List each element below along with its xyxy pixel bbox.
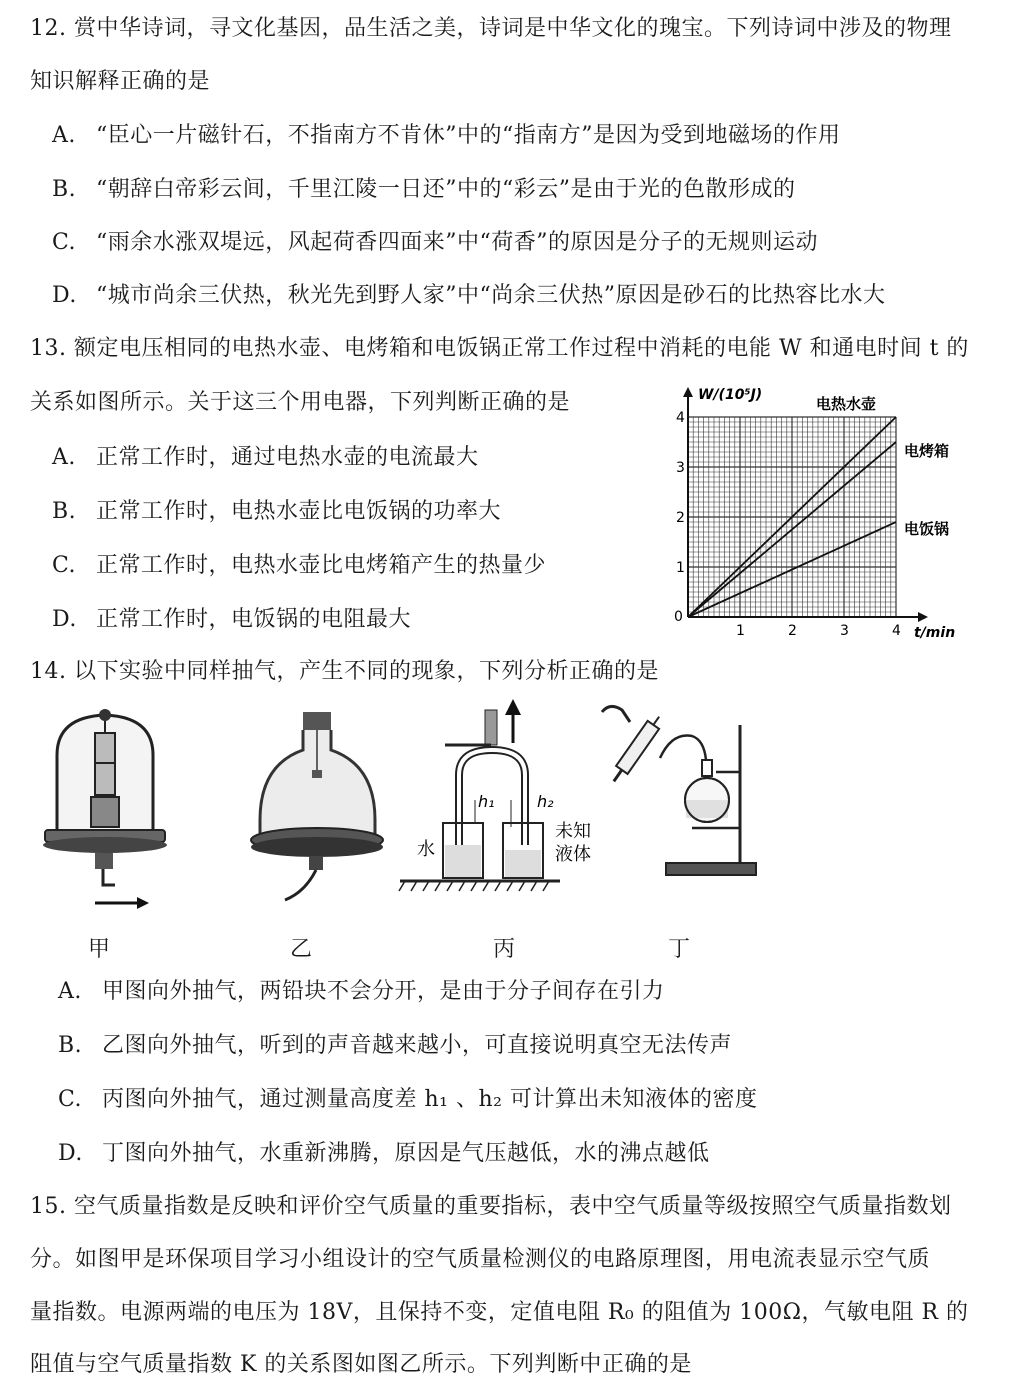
q15-line4: 阻值与空气质量指数 K 的关系图如图乙所示。下列判断中正确的是 <box>30 1352 692 1377</box>
y-tick-label: 4 <box>676 410 685 426</box>
x-tick-label: 3 <box>840 623 849 639</box>
figure-jia <box>35 705 175 920</box>
x-axis-arrow <box>918 612 928 622</box>
option-text: “臣心一片磁针石，不指南方不肯休”中的“指南方”是因为受到地磁场的作用 <box>96 123 841 148</box>
figure-label-jia: 甲 <box>88 937 111 962</box>
origin-label: 0 <box>674 609 683 625</box>
y-axis-arrow <box>683 387 693 397</box>
figure-ding <box>592 700 762 890</box>
option-letter: B. <box>52 177 77 202</box>
option-letter: C. <box>58 1087 83 1112</box>
option-text: 正常工作时，通过电热水壶的电流最大 <box>96 445 479 470</box>
y-axis-label: W/(10⁵J) <box>698 387 763 403</box>
q13-stem-line1: 13. 额定电压相同的电热水壶、电烤箱和电饭锅正常工作过程中消耗的电能 W 和通电时间 t 的 <box>30 336 969 361</box>
label-h2: h₂ <box>537 792 554 811</box>
option-letter: A. <box>52 123 76 148</box>
y-tick-label: 2 <box>676 510 685 526</box>
x-tick-label: 2 <box>788 623 797 639</box>
q15-line3: 量指数。电源两端的电压为 18V，且保持不变，定值电阻 R₀ 的阻值为 100Ω，气敏电阻 R 的 <box>30 1300 969 1325</box>
label-unknown-1: 未知 <box>555 821 591 842</box>
figure-yi <box>245 710 390 915</box>
label-h1: h₁ <box>478 792 495 811</box>
chart-labels <box>674 387 955 641</box>
figure-label-yi: 乙 <box>290 937 313 962</box>
q12-option-b <box>52 175 796 205</box>
q12-stem-line1: 12. 赏中华诗词，寻文化基因，品生活之美，诗词是中华文化的瑰宝。下列诗词中涉及的物理 <box>30 16 952 41</box>
option-text: 正常工作时，电饭锅的电阻最大 <box>96 607 412 632</box>
figure-bing <box>395 695 610 900</box>
label-unknown-2: 液体 <box>555 844 591 865</box>
q12-option-d <box>52 281 886 311</box>
q13-stem-line2: 关系如图所示。关于这三个用电器，下列判断正确的是 <box>30 390 571 415</box>
q12-option-c <box>52 228 818 258</box>
option-text: “朝辞白帝彩云间，千里江陵一日还”中的“彩云”是由于光的色散形成的 <box>96 177 796 202</box>
q13-option-d <box>52 605 411 635</box>
figure-label-bing: 丙 <box>493 937 516 962</box>
option-text: 丁图向外抽气，水重新沸腾，原因是气压越低，水的沸点越低 <box>102 1141 710 1166</box>
option-text: 正常工作时，电热水壶比电烤箱产生的热量少 <box>96 553 547 578</box>
w-t-chart <box>660 385 960 645</box>
option-letter: D. <box>52 283 77 308</box>
figure-label-ding: 丁 <box>668 937 691 962</box>
option-letter: C. <box>52 230 77 255</box>
series-label-3: 电饭锅 <box>904 520 950 538</box>
label-water: 水 <box>417 839 435 860</box>
option-letter: B. <box>52 499 77 524</box>
q13-option-c <box>52 551 546 581</box>
q15-line1: 15. 空气质量指数是反映和评价空气质量的重要指标，表中空气质量等级按照空气质量指数划 <box>30 1194 952 1219</box>
x-axis-label: t/min <box>914 625 956 641</box>
q14-option-a <box>58 977 665 1007</box>
option-letter: B. <box>58 1033 83 1058</box>
q12-option-a <box>52 121 841 151</box>
q14-stem: 14. 以下实验中同样抽气，产生不同的现象，下列分析正确的是 <box>30 659 659 684</box>
option-text: 甲图向外抽气，两铅块不会分开，是由于分子间存在引力 <box>102 979 665 1004</box>
x-tick-label: 4 <box>892 623 901 639</box>
y-tick-label: 3 <box>676 460 685 476</box>
x-tick-label: 1 <box>736 623 745 639</box>
series-label-1: 电热水壶 <box>816 395 877 413</box>
option-letter: A. <box>52 445 76 470</box>
option-letter: C. <box>52 553 77 578</box>
option-text: 乙图向外抽气，听到的声音越来越小，可直接说明真空无法传声 <box>102 1033 733 1058</box>
q14-option-b <box>58 1031 732 1061</box>
option-text: 丙图向外抽气，通过测量高度差 h₁ 、h₂ 可计算出未知液体的密度 <box>102 1087 758 1112</box>
q12-stem-line2: 知识解释正确的是 <box>30 69 211 94</box>
option-text: 正常工作时，电热水壶比电饭锅的功率大 <box>96 499 502 524</box>
option-text: “城市尚余三伏热，秋光先到野人家”中“尚余三伏热”原因是砂石的比热容比水大 <box>96 283 886 308</box>
option-letter: D. <box>52 607 77 632</box>
q13-option-b <box>52 497 501 527</box>
q14-option-c <box>58 1085 757 1115</box>
q15-line2: 分。如图甲是环保项目学习小组设计的空气质量检测仪的电路原理图，用电流表显示空气质 <box>30 1247 931 1272</box>
option-letter: D. <box>58 1141 83 1166</box>
series-label-2: 电烤箱 <box>904 442 950 460</box>
option-letter: A. <box>58 979 82 1004</box>
y-tick-label: 1 <box>676 560 685 576</box>
q13-option-a <box>52 443 479 473</box>
option-text: “雨余水涨双堤远，风起荷香四面来”中“荷香”的原因是分子的无规则运动 <box>96 230 818 255</box>
q14-option-d <box>58 1139 710 1169</box>
